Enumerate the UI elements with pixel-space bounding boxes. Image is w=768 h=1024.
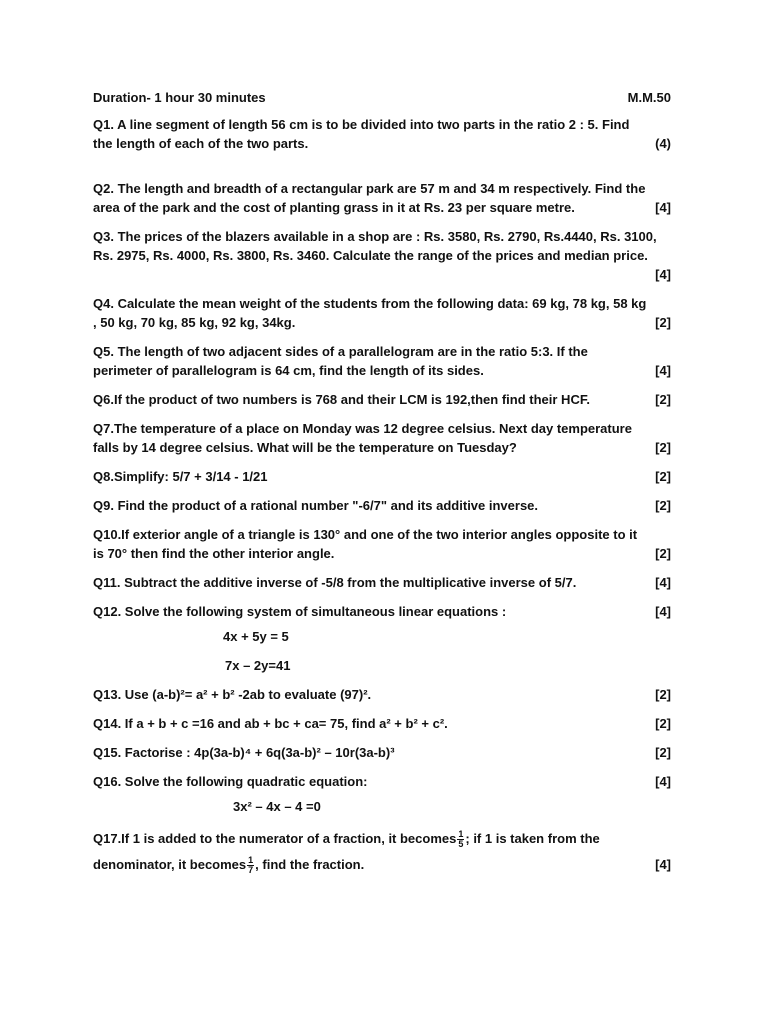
question-12 — [93, 602, 671, 675]
question-text: Q2. The length and breadth of a rectangular park are 57 m and 34 m respectively. Find the area of the park and the cost of planting grass in it at Rs. 23 per square metre. — [93, 181, 646, 215]
question-marks: [4] — [655, 200, 671, 215]
question-10 — [93, 525, 671, 563]
question-text-part2: ; if 1 is taken from the — [465, 831, 600, 846]
quadratic-equation: 3x² – 4x – 4 =0 — [233, 799, 321, 814]
question-text: Q10.If exterior angle of a triangle is 130° and one of the two interior angles opposite to it is 70° then find the other interior angle. — [93, 527, 638, 561]
question-text: Q8.Simplify: 5/7 + 3/14 - 1/21 — [93, 469, 268, 484]
question-6 — [93, 390, 671, 409]
question-11 — [93, 573, 671, 592]
question-text: Q4. Calculate the mean weight of the students from the following data: 69 kg, 78 kg, 58 kg , 50 kg, 70 kg, 85 kg, 92 kg, 34kg. — [93, 296, 647, 330]
question-17 — [93, 826, 671, 878]
question-8 — [93, 467, 671, 486]
paper-header — [93, 88, 671, 107]
duration-text: Duration- 1 hour 30 minutes — [93, 90, 266, 105]
question-text-part3: denominator, it becomes — [93, 857, 247, 872]
equation-block — [93, 627, 671, 675]
question-marks: [2] — [655, 716, 671, 731]
question-paper — [93, 88, 671, 888]
question-14 — [93, 714, 671, 733]
question-3 — [93, 227, 671, 284]
question-text: Q11. Subtract the additive inverse of -5/8 from the multiplicative inverse of 5/7. — [93, 575, 577, 590]
question-marks: [2] — [655, 440, 671, 455]
question-marks: [2] — [655, 315, 671, 330]
question-text: Q1. A line segment of length 56 cm is to be divided into two parts in the ratio 2 : 5. Find the length of each of the two parts. — [93, 117, 630, 151]
question-text: Q5. The length of two adjacent sides of a parallelogram are in the ratio 5:3. If the perimeter of parallelogram is 64 cm, find the length of its sides. — [93, 344, 588, 378]
question-13 — [93, 685, 671, 704]
question-marks: [2] — [655, 745, 671, 760]
question-text: Q12. Solve the following system of simultaneous linear equations : — [93, 604, 507, 619]
question-text: Q15. Factorise : 4p(3a-b)⁴ + 6q(3a-b)² – 10r(3a-b)³ — [93, 745, 395, 760]
fraction-one-fifth — [457, 830, 464, 849]
question-marks: [2] — [655, 687, 671, 702]
question-marks: [2] — [655, 469, 671, 484]
question-1 — [93, 115, 671, 153]
fraction-numerator: 1 — [458, 829, 464, 840]
question-marks: (4) — [655, 136, 671, 151]
equation-block — [93, 797, 671, 816]
question-text: Q14. If a + b + c =16 and ab + bc + ca= 75, find a² + b² + c². — [93, 716, 448, 731]
question-text: Q13. Use (a-b)²= a² + b² -2ab to evaluate (97)². — [93, 687, 372, 702]
question-marks: [4] — [655, 363, 671, 378]
question-text: Q7.The temperature of a place on Monday was 12 degree celsius. Next day temperature falls by 14 degree celsius. What will be the temperature on Tuesday? — [93, 421, 632, 455]
question-text: Q3. The prices of the blazers available in a shop are : Rs. 3580, Rs. 2790, Rs.4440, Rs. 3100, Rs. 2975, Rs. 4000, Rs. 3800, Rs. 3460. Calculate the range of the prices and median price. — [93, 229, 657, 263]
question-marks: [2] — [655, 546, 671, 561]
question-marks: [4] — [655, 267, 671, 282]
question-text-part4: , find the fraction. — [255, 857, 365, 872]
question-9 — [93, 496, 671, 515]
question-15 — [93, 743, 671, 762]
question-text: Q6.If the product of two numbers is 768 and their LCM is 192,then find their HCF. — [93, 392, 590, 407]
question-4 — [93, 294, 671, 332]
equation-2: 7x – 2y=41 — [225, 658, 291, 673]
question-16 — [93, 772, 671, 816]
question-marks: [2] — [655, 498, 671, 513]
fraction-numerator: 1 — [248, 855, 254, 866]
question-text: Q9. Find the product of a rational number "-6/7" and its additive inverse. — [93, 498, 539, 513]
question-marks: [4] — [655, 857, 671, 872]
question-marks: [2] — [655, 392, 671, 407]
question-text-part1: Q17.If 1 is added to the numerator of a fraction, it becomes — [93, 831, 457, 846]
question-7 — [93, 419, 671, 457]
question-2 — [93, 179, 671, 217]
question-text: Q16. Solve the following quadratic equation: — [93, 774, 368, 789]
equation-1: 4x + 5y = 5 — [223, 629, 289, 644]
question-marks: [4] — [655, 774, 671, 789]
question-marks: [4] — [655, 604, 671, 619]
question-5 — [93, 342, 671, 380]
fraction-denominator: 7 — [248, 865, 254, 876]
max-marks-text: M.M.50 — [627, 90, 671, 105]
fraction-denominator: 5 — [458, 839, 464, 850]
fraction-one-seventh — [247, 856, 254, 875]
question-marks: [4] — [655, 575, 671, 590]
